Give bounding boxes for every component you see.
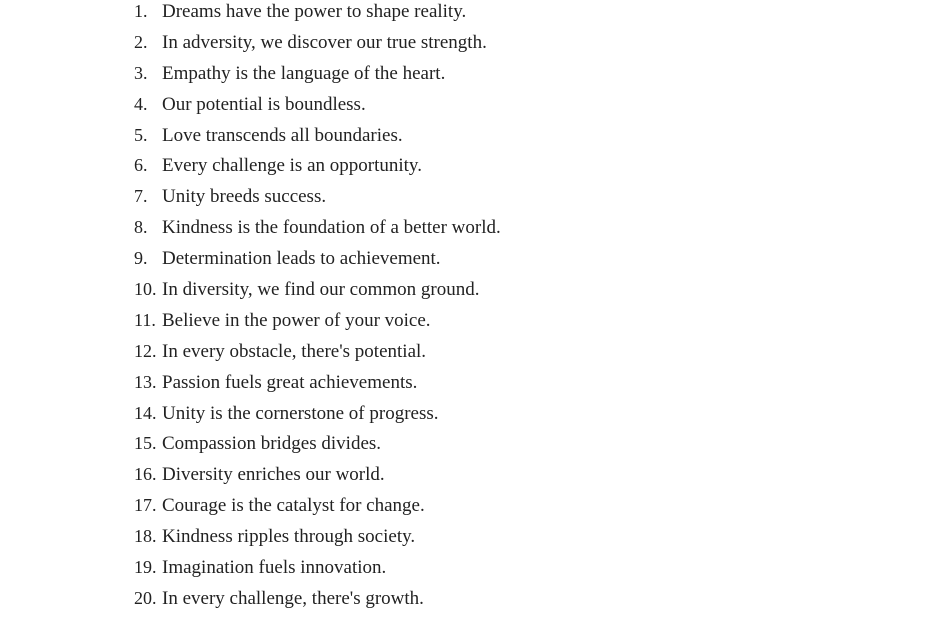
list-item-number: 4. [134, 93, 148, 114]
list-item [134, 274, 501, 305]
list-item [134, 89, 501, 120]
list-item-number: 1. [134, 1, 148, 21]
list-item-text: Kindness ripples through society. [162, 526, 416, 548]
list-item [134, 398, 501, 429]
list-item [134, 459, 501, 490]
list-item [134, 490, 501, 521]
list-item-text: Love transcends all boundaries. [162, 124, 403, 146]
list-item-text: In every challenge, there's growth. [162, 587, 424, 609]
list-item-number: 2. [134, 31, 148, 52]
list-item-text: Courage is the catalyst for change. [162, 495, 425, 517]
list-item-number: 13. [134, 371, 157, 392]
list-item-number: 11. [134, 309, 156, 330]
list-item-number: 5. [134, 124, 148, 145]
list-item-text: Dreams have the power to shape reality. [162, 1, 467, 22]
list-item [134, 367, 501, 398]
list-item-text: Believe in the power of your voice. [162, 309, 431, 331]
list-item-number: 19. [134, 557, 157, 578]
list-item [134, 58, 501, 89]
list-item-number: 17. [134, 495, 157, 516]
list-item [134, 428, 501, 459]
list-item [134, 521, 501, 552]
list-item-number: 14. [134, 402, 157, 423]
list-item-text: Determination leads to achievement. [162, 248, 441, 270]
list-item-number: 12. [134, 340, 157, 361]
list-item [134, 27, 501, 58]
list-item [134, 336, 501, 367]
list-item-text: In diversity, we find our common ground. [162, 279, 480, 301]
list-item-text: Compassion bridges divides. [162, 433, 382, 455]
list-item-number: 10. [134, 279, 157, 300]
quote-list [134, 0, 501, 614]
list-item-number: 3. [134, 62, 148, 83]
list-item-number: 6. [134, 155, 148, 176]
list-item-number: 18. [134, 526, 157, 547]
list-item-text: Every challenge is an opportunity. [162, 155, 422, 177]
list-item-number: 9. [134, 248, 148, 269]
list-item-number: 15. [134, 433, 157, 454]
list-item-text: Unity is the cornerstone of progress. [162, 402, 439, 424]
list-item-text: Unity breeds success. [162, 186, 327, 208]
list-item-text: Passion fuels great achievements. [162, 371, 418, 393]
list-item-text: Our potential is boundless. [162, 93, 366, 115]
list-item-number: 8. [134, 217, 148, 238]
list-item [134, 120, 501, 151]
list-item-text: Imagination fuels innovation. [162, 557, 387, 579]
list-item [134, 305, 501, 336]
list-item-text: In adversity, we discover our true strength. [162, 31, 487, 53]
list-item [134, 150, 501, 181]
list-item [134, 0, 501, 27]
list-item-text: In every obstacle, there's potential. [162, 340, 427, 362]
list-item-text: Empathy is the language of the heart. [162, 62, 446, 84]
list-item [134, 243, 501, 274]
list-item [134, 552, 501, 583]
list-item-text: Kindness is the foundation of a better world. [162, 217, 501, 239]
list-item-number: 16. [134, 464, 157, 485]
list-item-number: 20. [134, 587, 157, 608]
list-item-text: Diversity enriches our world. [162, 464, 385, 486]
list-item [134, 583, 501, 614]
list-item [134, 181, 501, 212]
list-item [134, 212, 501, 243]
list-item-number: 7. [134, 186, 148, 207]
